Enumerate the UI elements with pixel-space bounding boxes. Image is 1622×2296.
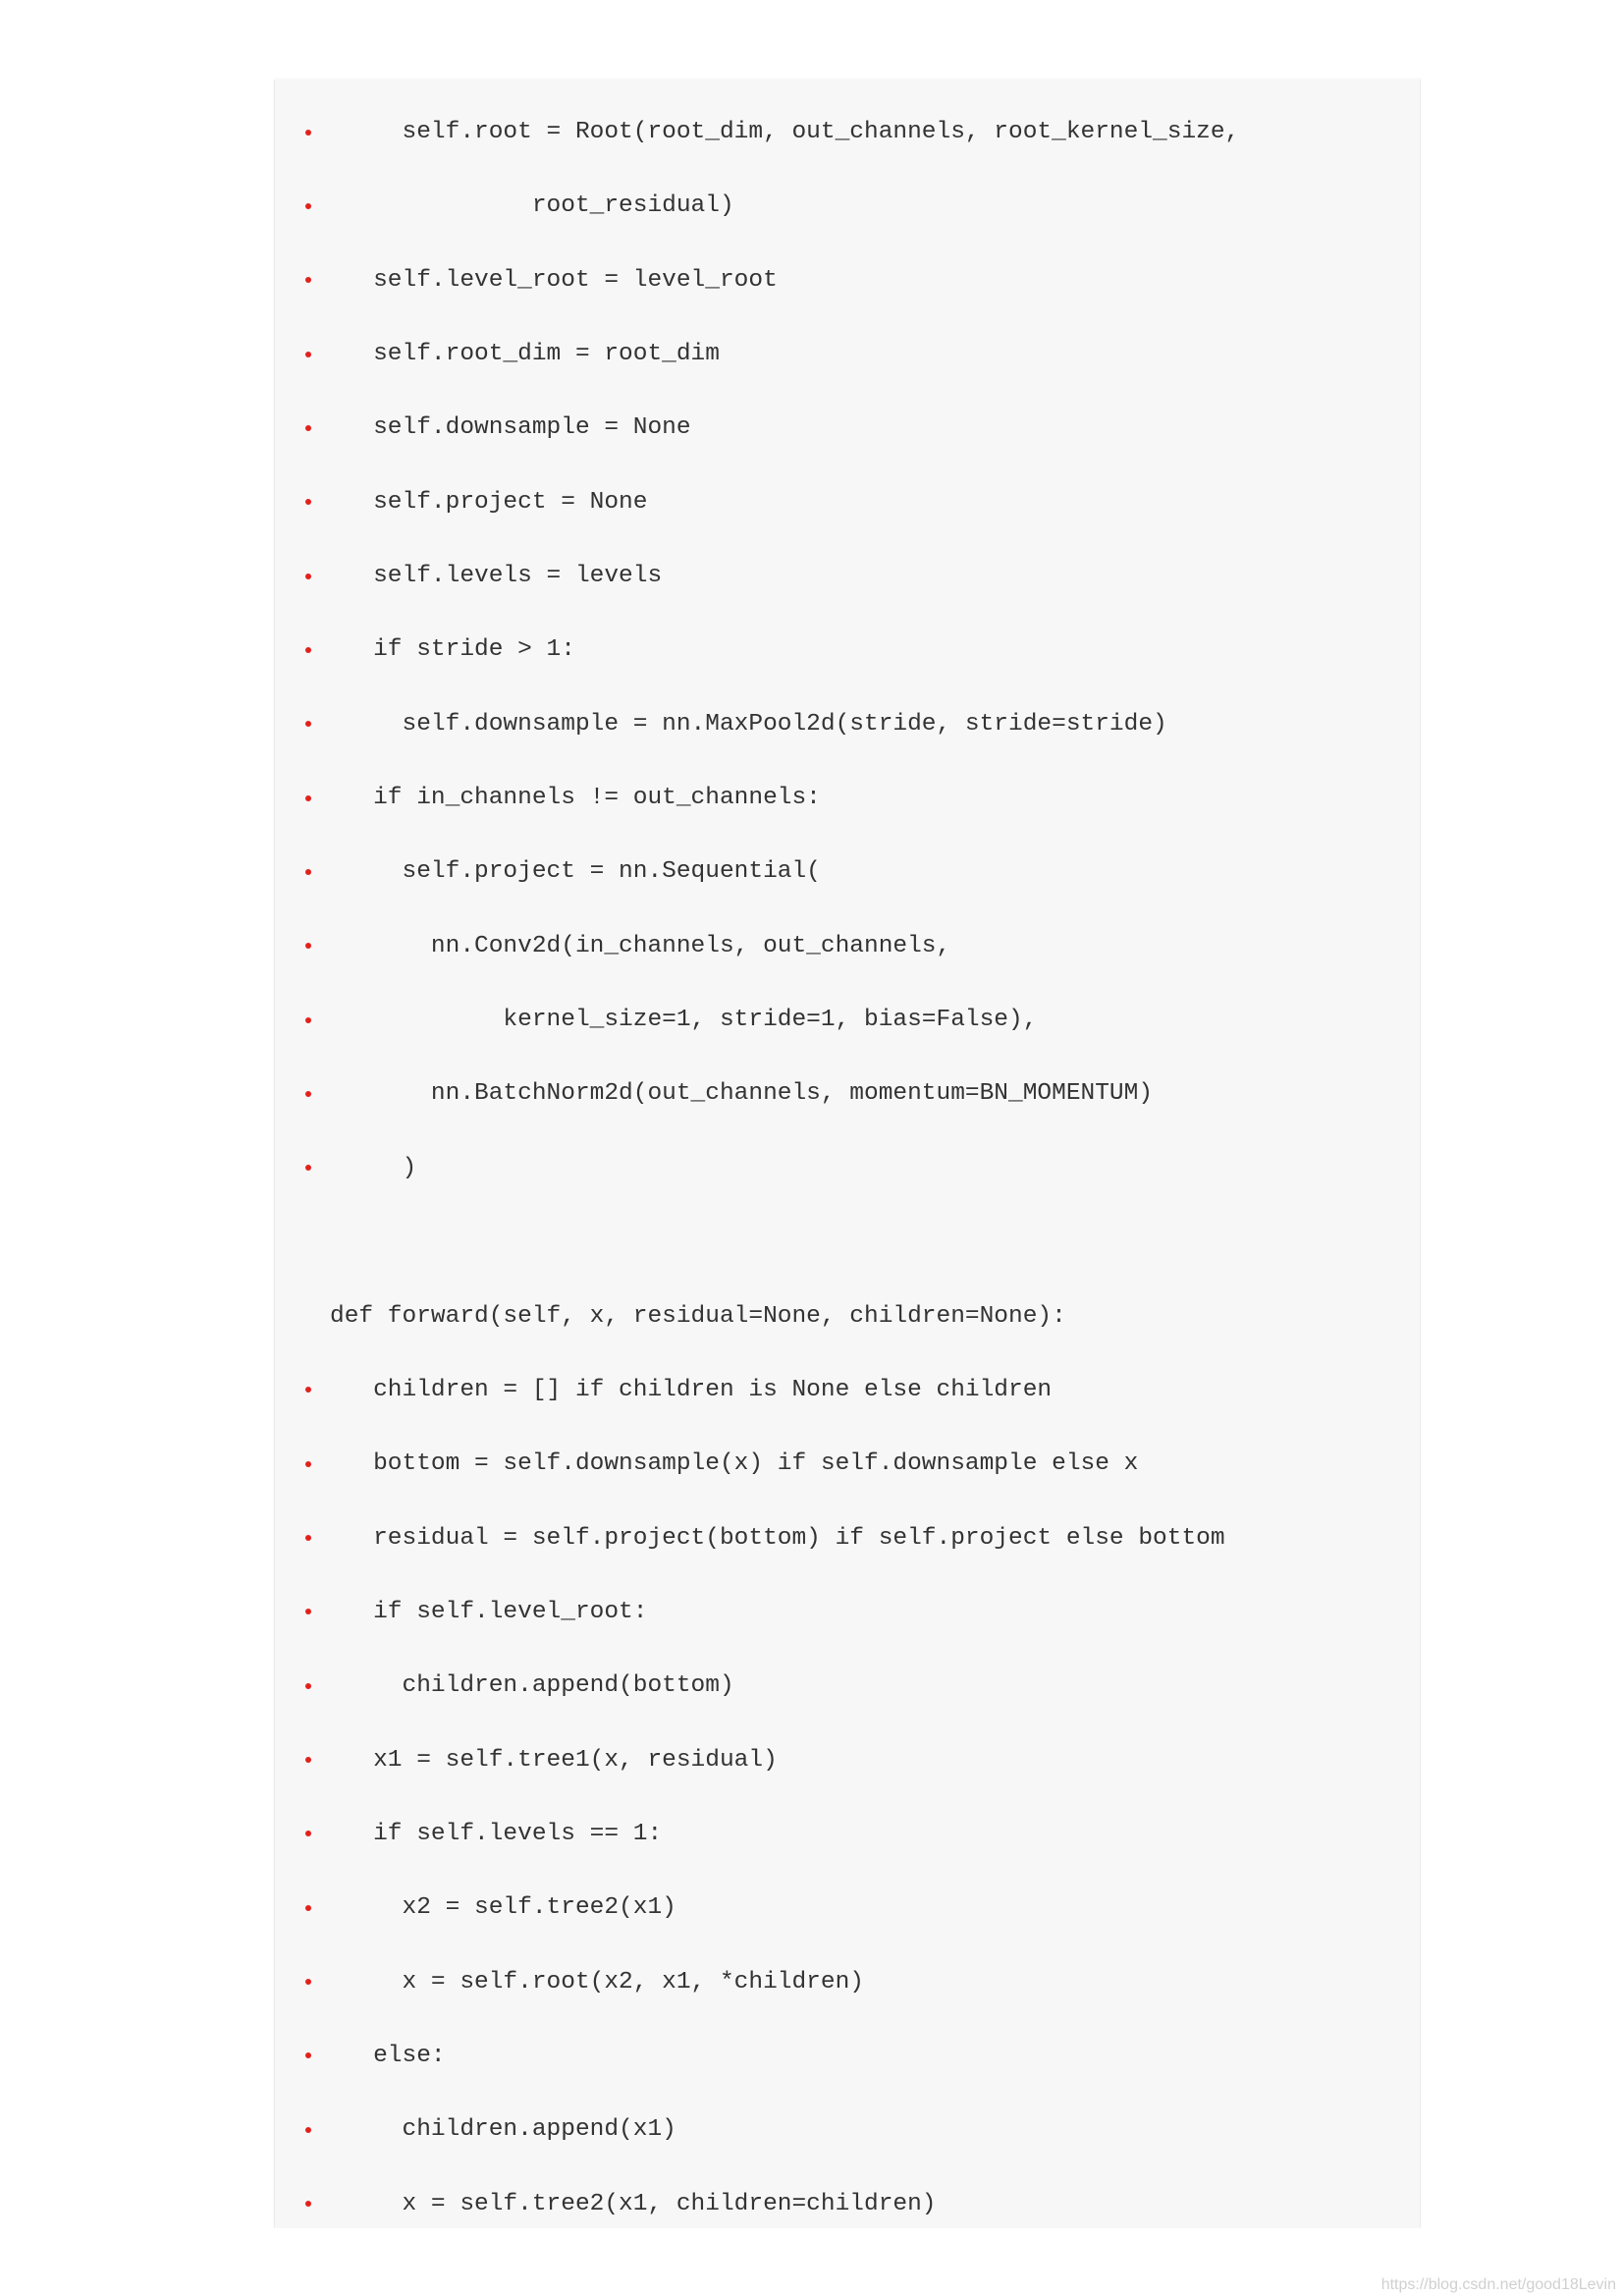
code-line	[275, 317, 1420, 391]
bullet-icon	[305, 277, 311, 283]
code-line	[275, 1205, 1420, 1279]
code-line	[275, 687, 1420, 761]
bullet-icon	[305, 1979, 311, 1985]
bullet-icon	[305, 1831, 311, 1836]
bullet-icon	[305, 203, 311, 209]
code-line	[275, 244, 1420, 317]
code-line-text: )	[330, 1154, 417, 1181]
code-line	[275, 1353, 1420, 1427]
code-line-text: self.level_root = level_root	[330, 266, 778, 294]
bullet-icon	[305, 352, 311, 357]
code-line-text: nn.Conv2d(in_channels, out_channels,	[330, 932, 951, 959]
code-line	[275, 1502, 1420, 1575]
code-line	[275, 2167, 1420, 2228]
bullet-icon	[305, 647, 311, 653]
code-line	[275, 1797, 1420, 1871]
code-line	[275, 465, 1420, 539]
bullet-icon	[305, 130, 311, 136]
bullet-icon	[305, 1683, 311, 1689]
code-line-text: self.downsample = nn.MaxPool2d(stride, stride=stride)	[330, 710, 1167, 738]
bullet-icon	[305, 943, 311, 949]
code-line-text: children = [] if children is None else children	[330, 1376, 1053, 1403]
code-line-text: bottom = self.downsample(x) if self.downsample else x	[330, 1450, 1139, 1478]
code-line-text: nn.BatchNorm2d(out_channels, momentum=BN_MOMENTUM)	[330, 1080, 1154, 1108]
code-line-text: self.root = Root(root_dim, out_channels, root_kernel_size,	[330, 119, 1240, 145]
code-line-text: kernel_size=1, stride=1, bias=False),	[330, 1007, 1038, 1034]
code-line-text: if stride > 1:	[330, 636, 575, 664]
bullet-icon	[305, 1609, 311, 1614]
code-line	[275, 909, 1420, 983]
code-line-text: else:	[330, 2042, 446, 2069]
code-line	[275, 1575, 1420, 1649]
code-line	[275, 1280, 1420, 1353]
code-line	[275, 835, 1420, 908]
bullet-icon	[305, 1387, 311, 1393]
code-line-text: residual = self.project(bottom) if self.project else bottom	[330, 1524, 1225, 1552]
bullet-icon	[305, 1535, 311, 1541]
code-line-text: if self.levels == 1:	[330, 1820, 663, 1847]
code-line-text: x = self.root(x2, x1, *children)	[330, 1968, 864, 1995]
bullet-icon	[305, 2127, 311, 2133]
bullet-icon	[305, 2201, 311, 2207]
code-line	[275, 1871, 1420, 1944]
code-line	[275, 613, 1420, 686]
code-line	[275, 169, 1420, 243]
code-line	[275, 761, 1420, 835]
code-line	[275, 1723, 1420, 1797]
code-line	[275, 1057, 1420, 1130]
code-line	[275, 1945, 1420, 2019]
bullet-icon	[305, 1757, 311, 1763]
code-line-text: self.root_dim = root_dim	[330, 341, 720, 368]
code-line	[275, 1427, 1420, 1501]
bullet-icon	[305, 574, 311, 579]
code-line-text: x1 = self.tree1(x, residual)	[330, 1746, 778, 1774]
bullet-icon	[305, 1905, 311, 1911]
code-line-text: if in_channels != out_channels:	[330, 785, 821, 812]
code-line	[275, 1649, 1420, 1722]
code-line-text: self.project = nn.Sequential(	[330, 858, 821, 886]
code-line	[275, 391, 1420, 465]
bullet-icon	[305, 425, 311, 431]
bullet-icon	[305, 2052, 311, 2058]
code-line-text: children.append(x1)	[330, 2116, 676, 2144]
bullet-icon	[305, 1165, 311, 1171]
code-line	[275, 983, 1420, 1057]
bullet-icon	[305, 499, 311, 505]
bullet-icon	[305, 1017, 311, 1023]
bullet-icon	[305, 869, 311, 875]
bullet-icon	[305, 795, 311, 801]
code-line	[275, 2093, 1420, 2166]
code-line	[275, 95, 1420, 169]
code-line-text: x2 = self.tree2(x1)	[330, 1894, 676, 1922]
code-line-text: if self.level_root:	[330, 1598, 648, 1625]
code-line-text: x = self.tree2(x1, children=children)	[330, 2190, 937, 2217]
bullet-icon	[305, 1461, 311, 1467]
bullet-icon	[305, 721, 311, 727]
code-line	[275, 1131, 1420, 1205]
code-line-text: def forward(self, x, residual=None, children=None):	[330, 1302, 1066, 1330]
code-line-text: self.downsample = None	[330, 414, 691, 442]
code-block	[274, 80, 1421, 2228]
bullet-icon	[305, 1091, 311, 1097]
code-line-text: children.append(bottom)	[330, 1672, 734, 1700]
code-line	[275, 2019, 1420, 2093]
code-line	[275, 539, 1420, 613]
code-line-text: self.project = None	[330, 488, 648, 516]
code-line-text: self.levels = levels	[330, 563, 663, 590]
code-line-text: root_residual)	[330, 192, 734, 220]
watermark: https://blog.csdn.net/good18Levin	[1380, 2276, 1616, 2293]
